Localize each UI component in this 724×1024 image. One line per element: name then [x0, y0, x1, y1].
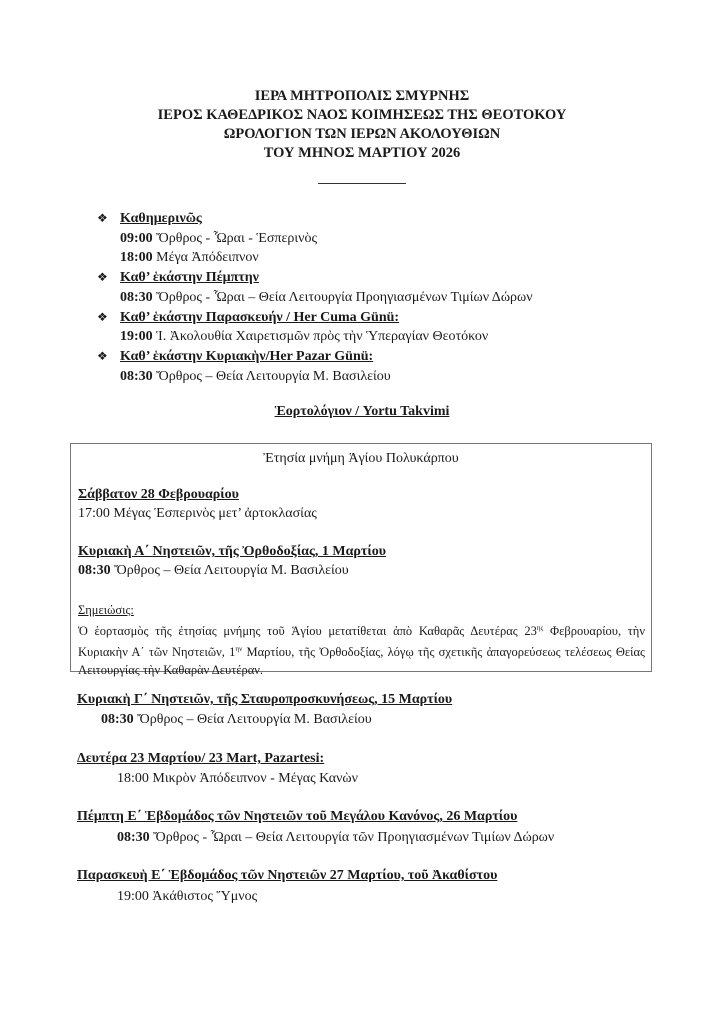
schedule-line: [0, 367, 724, 387]
header-line: ΩΡΟΛΟΓΙΟΝ ΤΩΝ ΙΕΡΩΝ ΑΚΟΛΟΥΘΙΩΝ: [223, 126, 501, 142]
header-line: ΙΕΡΟΣ ΚΑΘΕΔΡΙΚΟΣ ΝΑΟΣ ΚΟΙΜΗΣΕΩΣ ΤΗΣ ΘΕΟΤΟΚΟΥ: [157, 107, 567, 123]
header-line: ΤΟΥ ΜΗΝΟΣ ΜΑΡΤΙΟΥ 2026: [263, 145, 461, 161]
note-part: Φεβρουαρίου, τὴν Κυριακὴν Α΄ τῶν Νηστειῶν, 1: [78, 624, 645, 660]
polycarp-memorial-box: [70, 443, 652, 678]
diamond-bullet-icon: ❖: [97, 211, 108, 225]
entry-heading: Παρασκευὴ Ε΄ Ἑβδομάδος τῶν Νηστειῶν 27 Μαρτίου, τοῦ Ἀκαθίστου: [77, 868, 498, 883]
note-superscript: ης: [536, 624, 544, 632]
schedule-heading-text: Καθ’ ἑκάστην Πέμπτην: [120, 270, 259, 286]
note-part: Ὁ ἑορτασμὸς τῆς ἐτησίας μνήμης τοῦ Ἁγίου μετατίθεται ἀπὸ Καθαρᾶς Δευτέρας 23: [78, 624, 537, 639]
note-label: Σημειώσις:: [78, 603, 134, 617]
schedule-heading: [0, 347, 724, 367]
note-text: [78, 619, 645, 679]
service-text: 19:00 Ἀκάθιστος Ὕμνος: [117, 889, 258, 904]
service-time: 18:00: [120, 250, 153, 266]
entry-heading: Σάββατον 28 Φεβρουαρίου: [78, 487, 239, 502]
schedule-heading-text: Καθ’ ἑκάστην Παρασκευήν / Her Cuma Günü:: [120, 309, 400, 325]
service-time: 09:00: [120, 230, 153, 246]
document-header: [0, 87, 724, 163]
diamond-bullet-icon: ❖: [97, 348, 108, 363]
entry-heading: Πέμπτη Ε΄ Ἑβδομάδος τῶν Νηστειῶν τοῦ Μεγάλου Κανόνος, 26 Μαρτίου: [77, 809, 518, 824]
header-line: ΙΕΡΑ ΜΗΤΡΟΠΟΛΙΣ ΣΜΥΡΝΗΣ: [254, 88, 470, 104]
entry-line: [117, 889, 257, 905]
schedule-heading: [0, 268, 724, 288]
entry-line: [78, 563, 349, 579]
entry-line: 17:00 Μέγας Ἑσπερινὸς μετ’ ἀρτοκλασίας: [78, 506, 317, 521]
schedule-heading-text: Καθ’ ἑκάστην Κυριακὴν/Her Pazar Günü:: [120, 348, 374, 364]
service-time: 08:30: [117, 830, 150, 845]
service-time: 08:30: [120, 289, 153, 305]
service-time: 08:30: [120, 368, 153, 384]
entry-line: [117, 771, 358, 787]
service-text: Ὄρθρος – Θεία Λειτουργία Μ. Βασιλείου: [133, 712, 372, 727]
service-text: Ὄρθρος - Ὧραι - Ἑσπερινὸς: [152, 230, 317, 246]
schedule-heading: [0, 209, 724, 229]
schedule-line: [0, 327, 724, 347]
service-text: Ὄρθρος - Ὧραι – Θεία Λειτουργία τῶν Προηγιασμένων Τιμίων Δώρων: [149, 830, 555, 845]
schedule-heading-text: Καθημερινῶς: [120, 211, 202, 226]
service-time: 19:00: [120, 329, 153, 345]
schedule-heading: [0, 308, 724, 328]
schedule-line: [0, 248, 724, 268]
header-divider: [318, 183, 406, 184]
service-text: Ὄρθρος - Ὧραι – Θεία Λειτουργία Προηγιασμένων Τιμίων Δώρων: [152, 289, 533, 305]
box-title: Ἐτησία μνήμη Ἁγίου Πολυκάρπου: [263, 451, 459, 466]
service-text: Μέγα Ἀπόδειπνον: [152, 250, 259, 266]
schedule-line: [0, 288, 724, 308]
calendar-title: Ἑορτολόγιον / Yortu Takvimi: [274, 404, 450, 419]
diamond-bullet-icon: ❖: [97, 270, 108, 285]
service-text: 18:00 Μικρὸν Ἀπόδειπνον - Μέγας Κανὼν: [117, 771, 358, 786]
service-time: 08:30: [101, 712, 134, 727]
entry-line: [101, 712, 372, 728]
service-text: Ὄρθρος – Θεία Λειτουργία Μ. Βασιλείου: [152, 368, 391, 384]
schedule-line: [0, 229, 724, 249]
entry-heading: Κυριακὴ Α΄ Νηστειῶν, τῆς Ὀρθοδοξίας, 1 Μαρτίου: [78, 544, 386, 559]
diamond-bullet-icon: ❖: [97, 309, 108, 324]
service-text: Ἱ. Ἀκολουθία Χαιρετισμῶν πρὸς τὴν Ὑπεραγίαν Θεοτόκον: [152, 329, 489, 345]
entry-line: [117, 830, 554, 846]
service-text: Ὄρθρος – Θεία Λειτουργία Μ. Βασιλείου: [110, 563, 349, 578]
entry-heading: Δευτέρα 23 Μαρτίου/ 23 Mart, Pazartesi:: [77, 751, 325, 766]
regular-schedule: [0, 209, 724, 386]
note-part: Μαρτίου, τῆς Ὀρθοδοξίας, λόγῳ τῆς σχετικῆς ἀπαγορεύσεως τελέσεως Θείας Λειτουργίας τὴν Καθαρὰν Δευτέραν.: [78, 645, 645, 678]
service-time: 08:30: [78, 563, 111, 578]
entry-heading: Κυριακὴ Γ΄ Νηστειῶν, τῆς Σταυροπροσκυνήσεως, 15 Μαρτίου: [77, 692, 453, 707]
note-superscript: ην: [235, 645, 243, 654]
